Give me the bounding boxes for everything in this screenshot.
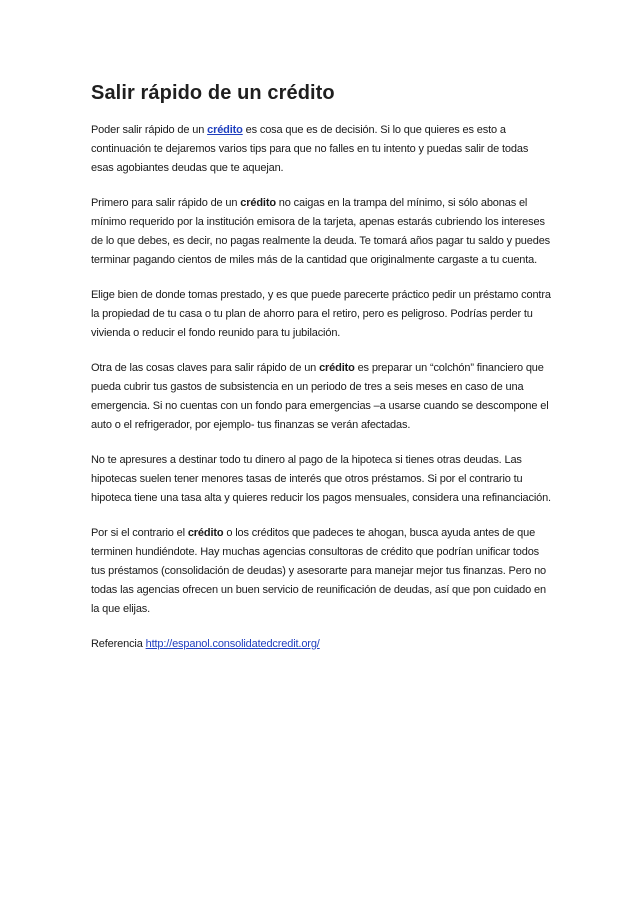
paragraph-4-bold-term: crédito <box>319 362 355 374</box>
paragraph-2-bold-term: crédito <box>240 197 276 209</box>
reference-label: Referencia <box>91 638 146 650</box>
paragraph-1-text-after: es cosa que es de decisión. Si lo que quieres es esto a continuación te dejaremos varios tips para que no falles en tu intento y puedas salir de todas esas agobiantes deudas que te aquejan. <box>91 124 529 174</box>
paragraph-2-text-after: no caigas en la trampa del mínimo, si sólo abonas el mínimo requerido por la institución emisora de la tarjeta, apenas estarás cubriendo los intereses de lo que debes, es decir, no pagas realmente la deuda. Te tomará años pagar tu saldo y puedes terminar pagando cientos de miles más de la cantidad que originalmente cargaste a tu cuenta. <box>91 197 551 266</box>
paragraph-4-text-after: es preparar un “colchón” financiero que pueda cubrir tus gastos de subsistencia en un periodo de tres a seis meses en caso de una emergencia. Si no cuentas con un fondo para emergencias –a usarse cuando se descompone el auto o el refrigerador, por ejemplo- tus finanzas se verán afectadas. <box>91 362 549 431</box>
paragraph-3: Elige bien de donde tomas prestado, y es que puede parecerte práctico pedir un préstamo contra la propiedad de tu casa o tu plan de ahorro para el retiro, pero es peligroso. Podrías perder tu vivienda o reducir el fondo reunido para tu jubilación. <box>91 289 551 339</box>
paragraph-6-bold-term: crédito <box>187 527 224 539</box>
paragraph-2-text-before: Primero para salir rápido de un <box>91 197 241 209</box>
paragraph-6-text-before: Por si el contrario el <box>91 527 188 539</box>
document-page <box>91 80 551 670</box>
paragraph-2 <box>91 194 551 270</box>
paragraph-4-text-before: Otra de las cosas claves para salir rápido de un <box>91 362 320 374</box>
document-title: Salir rápido de un crédito <box>91 82 335 104</box>
credito-link[interactable]: crédito <box>207 124 243 136</box>
paragraph-1 <box>91 121 551 178</box>
paragraph-6 <box>91 524 551 619</box>
reference-line <box>91 635 551 654</box>
paragraph-4 <box>91 359 551 435</box>
paragraph-5: No te apresures a destinar todo tu dinero al pago de la hipoteca si tienes otras deudas. Las hipotecas suelen tener menores tasas de interés que otros préstamos. Si por el contrario tu hipoteca tiene una tasa alta y quieres reducir los pagos mensuales, considera una refinanciación. <box>91 454 551 504</box>
paragraph-6-text-after: o los créditos que padeces te ahogan, busca ayuda antes de que terminen hundiéndote. Hay muchas agencias consultoras de crédito que podrían unificar todos tus préstamos (consolidación de deudas) y asesorarte para manejar mejor tus finanzas. Pero no todas las agencias ofrecen un buen servicio de reunificación de deudas, así que pon cuidado en la que elijas. <box>91 527 547 615</box>
reference-link[interactable]: http://espanol.consolidatedcredit.org/ <box>145 638 320 650</box>
paragraph-1-text-before: Poder salir rápido de un <box>91 124 208 136</box>
